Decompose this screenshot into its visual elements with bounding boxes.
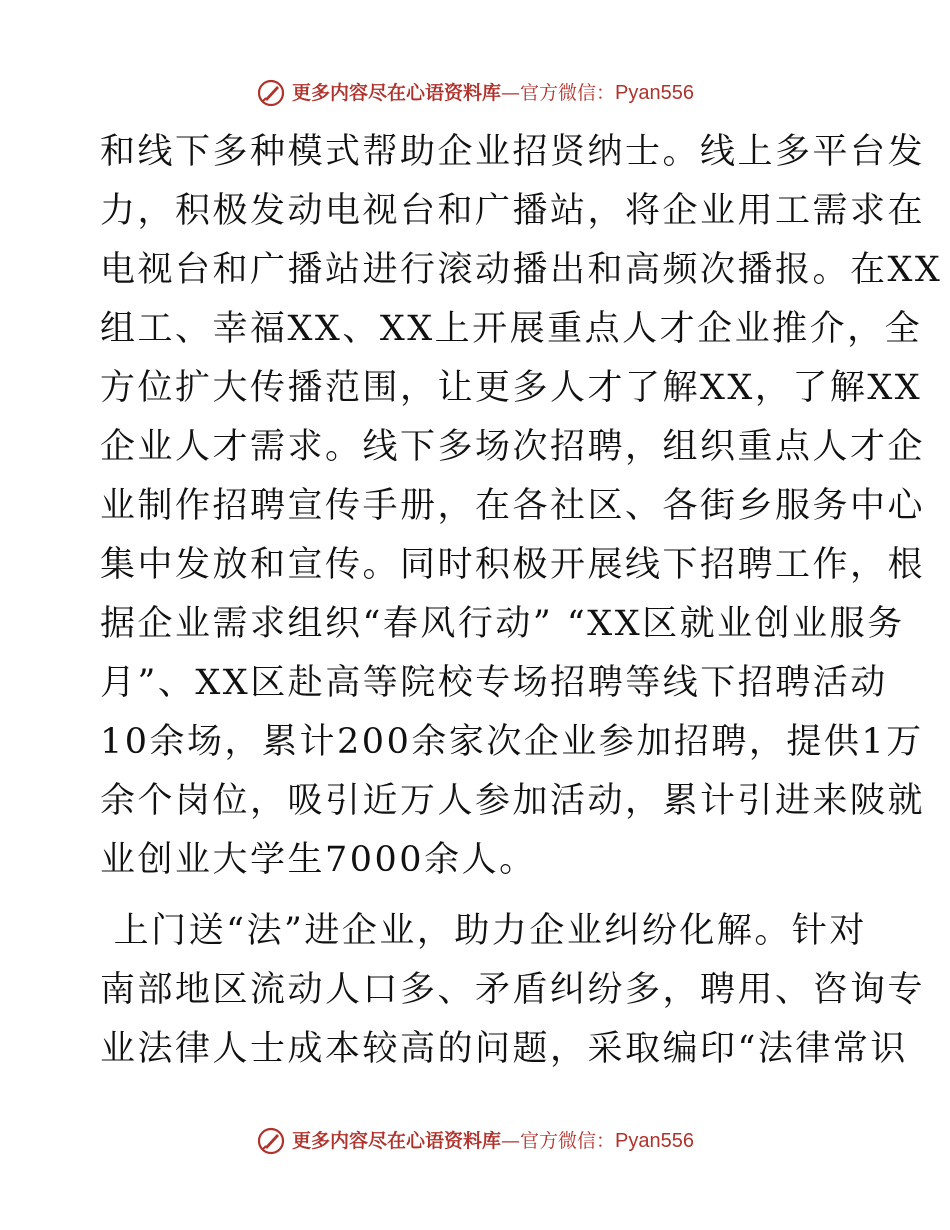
watermark-official-label: 官方微信： <box>520 1130 616 1152</box>
text-line: 力，积极发动电视台和广播站，将企业用工需求在 <box>100 191 926 231</box>
text-line: 企业人才需求。线下多场次招聘，组织重点人才企 <box>100 427 926 467</box>
text-line: 余个岗位，吸引近万人参加活动，累计引进来陂就 <box>100 781 926 821</box>
text-line: 南部地区流动人口多、矛盾纠纷多，聘用、咨询专 <box>100 970 926 1010</box>
watermark-separator: — <box>501 1130 521 1152</box>
footer-watermark <box>0 1126 950 1156</box>
text-line: 集中发放和宣传。同时积极开展线下招聘工作，根 <box>100 545 926 585</box>
paragraph-2 <box>100 902 926 1079</box>
watermark-wechat-id: Pyan556 <box>615 82 694 104</box>
watermark-main-text: 更多内容尽在心语资料库 <box>292 1130 502 1152</box>
text-line: 电视台和广播站进行滚动播出和高频次播报。在XX <box>100 250 943 290</box>
watermark-official-label: 官方微信： <box>520 82 616 104</box>
quill-circle-icon <box>256 78 286 108</box>
text-line: 据企业需求组织“春风行动” “XX区就业创业服务 <box>100 604 905 644</box>
header-watermark <box>0 78 950 108</box>
quill-circle-icon <box>256 1126 286 1156</box>
watermark-separator: — <box>501 82 521 104</box>
watermark-wechat-id: Pyan556 <box>615 1130 694 1152</box>
text-line: 10余场，累计200余家次企业参加招聘，提供1万 <box>100 722 924 762</box>
watermark-main-text: 更多内容尽在心语资料库 <box>292 82 502 104</box>
text-line: 和线下多种模式帮助企业招贤纳士。线上多平台发 <box>100 132 926 172</box>
text-line: 方位扩大传播范围，让更多人才了解XX，了解XX <box>100 368 923 408</box>
text-line: 月”、XX区赴高等院校专场招聘等线下招聘活动 <box>100 663 888 703</box>
document-body <box>100 123 943 1079</box>
text-line: 组工、幸福XX、XX上开展重点人才企业推介，全 <box>100 309 923 349</box>
text-line: 业制作招聘宣传手册，在各社区、各街乡服务中心 <box>100 486 926 526</box>
text-line: 业创业大学生7000余人。 <box>100 840 537 880</box>
text-line: 上门送“法”进企业，助力企业纠纷化解。针对 <box>100 911 867 951</box>
text-line: 业法律人士成本较高的问题，采取编印“法律常识 <box>100 1029 908 1069</box>
paragraph-1 <box>100 123 943 890</box>
